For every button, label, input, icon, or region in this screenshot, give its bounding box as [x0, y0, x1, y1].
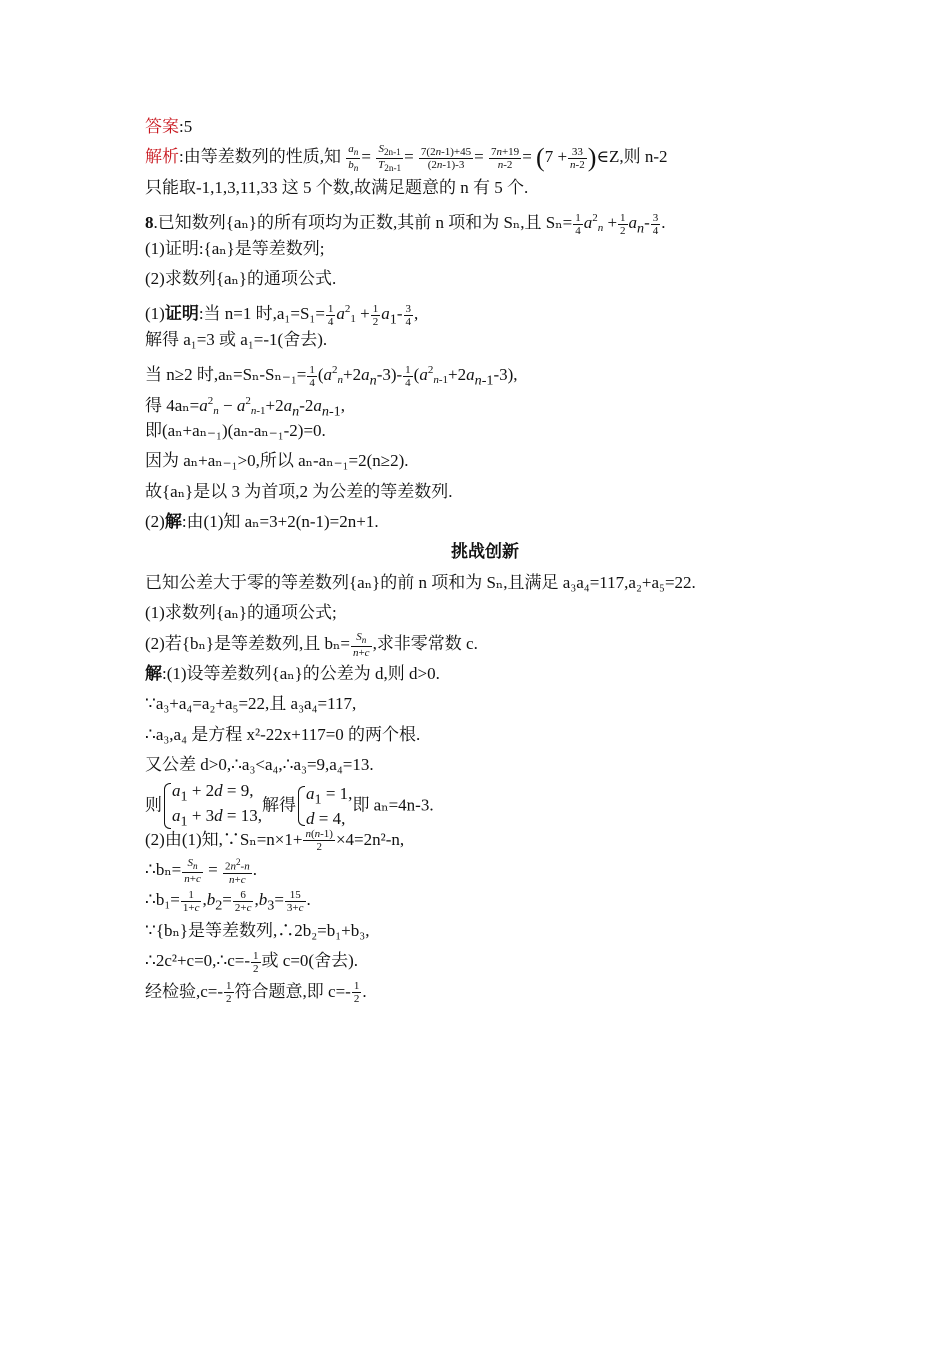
proof-line-5: 即(aₙ+aₙ₋₁)(aₙ-aₙ₋₁-2)=0. — [145, 420, 326, 440]
challenge-solution-1: 解:(1)设等差数列{aₙ}的公差为 d,则 d>0. — [145, 664, 440, 684]
fraction-an-bn: $\frac{a_n}{b_n}$ — [348, 142, 359, 174]
analysis-line-2: 只能取-1,1,3,11,33 这 5 个数,故满足题意的 n 有 5 个. — [145, 177, 529, 197]
solution-8-2: (2)解:由(1)知 aₙ=3+2(n-1)=2n+1. — [145, 512, 379, 532]
section-title: 挑战创新 — [451, 542, 519, 563]
challenge-stem: 已知公差大于零的等差数列{aₙ}的前 n 项和为 Sₙ,且满足 a₃a₄=117,a₂+a₅=22. — [145, 572, 696, 592]
document-body — [145, 112, 825, 1007]
solution-label: 解 — [164, 512, 182, 532]
challenge-solution-3: ∴a₃,a₄ 是方程 x²-22x+117=0 的两个根. — [145, 724, 421, 744]
proof-line-7: 故{aₙ}是以 3 为首项,2 为公差的等差数列. — [145, 481, 453, 501]
answer-label: 答案 — [145, 117, 179, 136]
proof-line-1: (1)证明:当 n=1 时,a₁=S₁= $\frac{1}{4}$ $a^2_1$ + $\frac{1}{2}$ $a_1-$ $\frac{3}{4}$ , — [145, 302, 419, 328]
proof-line-6: 因为 aₙ+aₙ₋₁>0,所以 aₙ-aₙ₋₁=2(n≥2). — [145, 451, 409, 471]
challenge-solution-5: 则$a_1 + 2d = 9$, $a_1 + 3d = 13$,解得$a_1 = 1$, d = 4,即 aₙ=4n-3. — [145, 780, 434, 830]
challenge-solution-8: ∴b₁= $\frac{1}{1+c}$ $,b_2=$ $\frac{6}{2+c}$ $,b_3=$ $\frac{15}{3+c}$ . — [145, 888, 311, 914]
equation-system-1: $a_1 + 2d = 9$, $a_1 + 3d = 13$, — [162, 781, 262, 832]
challenge-part-2: (2)若{bₙ}是等差数列,且 bₙ= $\frac{S_n}{n+c}$ ,求非零常数 c. — [145, 630, 478, 659]
equation-system-2: $a_1 = 1$, d = 4, — [296, 784, 352, 828]
analysis-label: 解析 — [145, 147, 179, 167]
answer-value: :5 — [179, 117, 193, 136]
challenge-solution-4: 又公差 d>0,∴a₃<a₄,∴a₃=9,a₄=13. — [145, 755, 374, 775]
question-8-stem: 8.已知数列{aₙ}的所有项均为正数,其前 n 项和为 Sₙ,且 Sₙ= $\frac{1}{4}$ $a^2_n$ + $\frac{1}{2}$ $a_n-$ $\frac{3}{4}$ . — [145, 211, 666, 237]
challenge-solution-9: ∵{bₙ}是等差数列,∴2b₂=b₁+b₃, — [145, 920, 370, 940]
proof-line-2: 解得 a₁=3 或 a₁=-1(舍去). — [145, 329, 328, 349]
proof-line-3: 当 n≥2 时,aₙ=Sₙ-Sₙ₋₁= $\frac{1}{4}$ $(a^2_n+2a_n-3)-$ $\frac{1}{4}$ $(a^2_{n-1}+2a_{n-1}-3)$, — [145, 363, 518, 389]
question-8-part-1: (1)证明:{aₙ}是等差数列; — [145, 238, 325, 258]
analysis-line-1: 解析:由等差数列的性质,知 $\frac{a_n}{b_n}$ = $\frac{S_{2n-1}}{T_{2n-1}}$ = $\frac{7(2n-1)+45}{(2n-1)-3}$ = $\frac{7n+19}{n-2}$ = (7 + $\frac{33}{n-2}$ )∈Z,则 n-2 — [145, 142, 668, 174]
proof-label: 证明 — [164, 304, 199, 324]
challenge-solution-11: 经检验,c=- $\frac{1}{2}$ 符合题意,即 c=- $\frac{1}{2}$ . — [145, 980, 367, 1006]
challenge-part-1: (1)求数列{aₙ}的通项公式; — [145, 603, 337, 623]
question-8-part-2: (2)求数列{aₙ}的通项公式. — [145, 268, 337, 288]
answer-line — [145, 112, 825, 142]
challenge-solution-label: 解 — [145, 664, 162, 684]
challenge-solution-6: (2)由(1)知,∵Sₙ=n×1+ $\frac{n(n-1)}{2}$ ×4=2n²-n, — [145, 828, 405, 854]
challenge-solution-2: ∵a₃+a₄=a₂+a₅=22,且 a₃a₄=117, — [145, 694, 357, 714]
challenge-solution-7: ∴bₙ= $\frac{S_n}{n+c}$ = $\frac{2n^2-n}{n+c}$ . — [145, 856, 257, 886]
challenge-solution-10: ∴2c²+c=0,∴c=- $\frac{1}{2}$ 或 c=0(舍去). — [145, 949, 359, 975]
proof-line-4: 得 $4a_n=a^2_n - a^2_{n-1}+2a_n-2a_{n-1}$, — [145, 394, 345, 419]
question-number: 8 — [145, 213, 154, 233]
